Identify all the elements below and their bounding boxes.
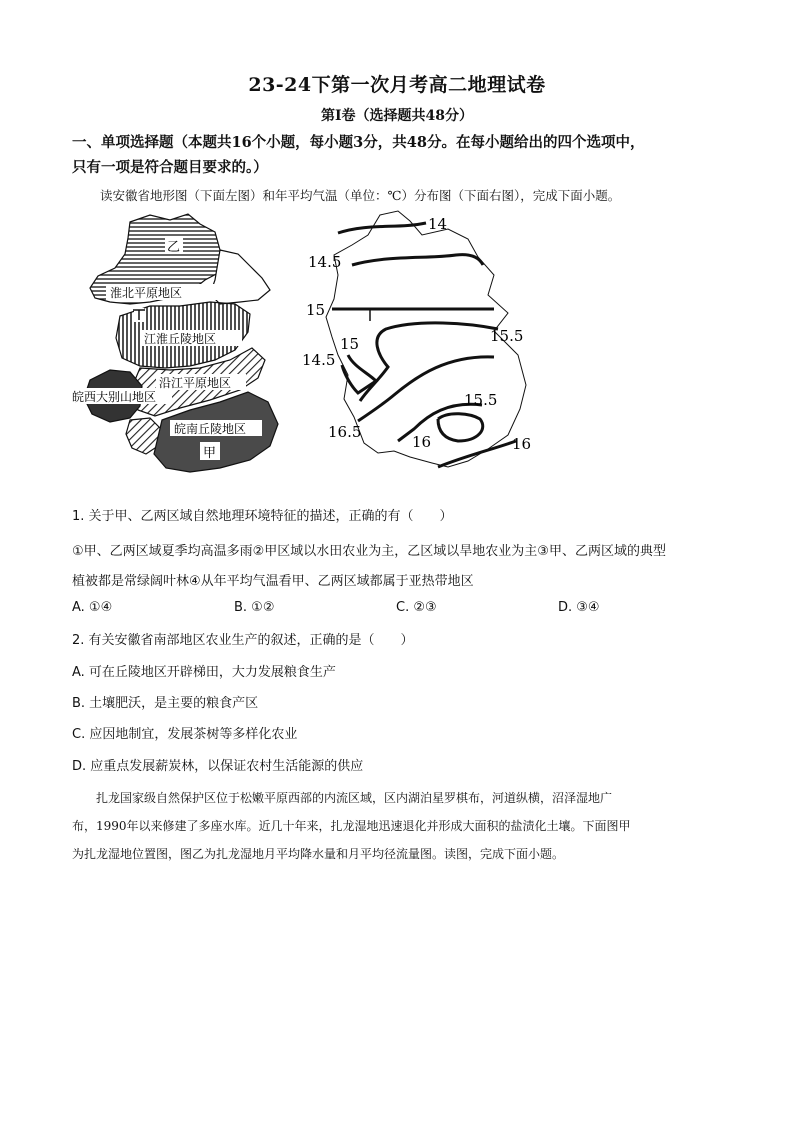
isotherm-label-14-5-mid: 14.5: [302, 351, 336, 369]
label-jianghuai: 江淮丘陵地区: [144, 332, 217, 346]
q2-option-b[interactable]: B. 土壤肥沃，是主要的粮食产区: [72, 696, 259, 711]
passage-line2: 布，1990年以来修建了多座水库。近几十年来，扎龙湿地迅速退化并形成大面积的盐渍化土壤。下面图甲: [72, 819, 631, 833]
label-huaibei: 淮北平原地区: [110, 286, 183, 300]
reading-passage: [72, 784, 722, 868]
q1-option-c[interactable]: C. ②③: [396, 600, 437, 615]
passage-line1: 扎龙国家级自然保护区位于松嫩平原西部的内流区域，区内湖泊星罗棋布，河道纵横，沼泽湿地广: [96, 791, 613, 805]
question-intro: 读安徽省地形图（下面左图）和年平均气温（单位：℃）分布图（下面右图），完成下面小题。: [100, 188, 621, 203]
isotherm-label-15-5-inner: 15.5: [464, 391, 498, 409]
q1-option-a[interactable]: A. ①④: [72, 600, 113, 615]
label-wanxi: 皖西大别山地区: [72, 390, 157, 404]
section-heading-line2: 只有一项是符合题目要求的。）: [72, 159, 268, 176]
q1-option-d[interactable]: D. ③④: [558, 600, 600, 615]
isotherm-label-15-inner: 15: [340, 335, 360, 353]
question-2-stem: 2. 有关安徽省南部地区农业生产的叙述，正确的是（ ）: [72, 633, 414, 648]
q2-option-c[interactable]: C. 应因地制宜，发展茶树等多样化农业: [72, 727, 298, 742]
question-1: [72, 506, 732, 528]
isotherm-label-16-right: 16: [512, 435, 532, 453]
question-1-stem: 1. 关于甲、乙两区域自然地理环境特征的描述，正确的有（ ）: [72, 509, 453, 524]
label-yanjiang: 沿江平原地区: [159, 376, 232, 390]
label-jia: 甲: [203, 446, 217, 461]
anhui-terrain-map: [70, 210, 285, 480]
isotherm-label-14-5-top: 14.5: [308, 253, 342, 271]
isotherm-label-16-5: 16.5: [328, 423, 362, 441]
section-heading-line1: 一、单项选择题（本题共16个小题，每小题3分，共48分。在每小题给出的四个选项中，: [72, 134, 645, 151]
label-wannan: 皖南丘陵地区: [174, 422, 247, 436]
isotherm-label-16-inner: 16: [412, 433, 432, 451]
isotherm-label-15-left: 15: [306, 301, 326, 319]
question-1-body-line1: ①甲、乙两区域夏季均高温多雨②甲区域以水田农业为主，乙区域以旱地农业为主③甲、乙两区域的典型: [72, 544, 666, 559]
q2-option-a[interactable]: A. 可在丘陵地区开辟梯田，大力发展粮食生产: [72, 665, 336, 680]
section-heading: [72, 130, 732, 180]
q2-option-d[interactable]: D. 应重点发展薪炭林，以保证农村生活能源的供应: [72, 759, 364, 774]
isotherm-label-15-5-right: 15.5: [490, 327, 524, 345]
question-1-body: [72, 537, 732, 597]
question-1-body-line2: 植被都是常绿阔叶林④从年平均气温看甲、乙两区域都属于亚热带地区: [72, 574, 474, 589]
exam-title: 23-24下第一次月考高二地理试卷: [248, 74, 546, 96]
anhui-temperature-map: [298, 205, 548, 480]
q1-option-b[interactable]: B. ①②: [234, 600, 275, 615]
exam-subtitle: 第I卷（选择题共48分）: [320, 108, 474, 124]
label-yi: 乙: [167, 240, 181, 255]
passage-line3: 为扎龙湿地位置图，图乙为扎龙湿地月平均降水量和月平均径流量图。读图，完成下面小题。: [72, 847, 565, 861]
isotherm-label-14: 14: [428, 215, 448, 233]
